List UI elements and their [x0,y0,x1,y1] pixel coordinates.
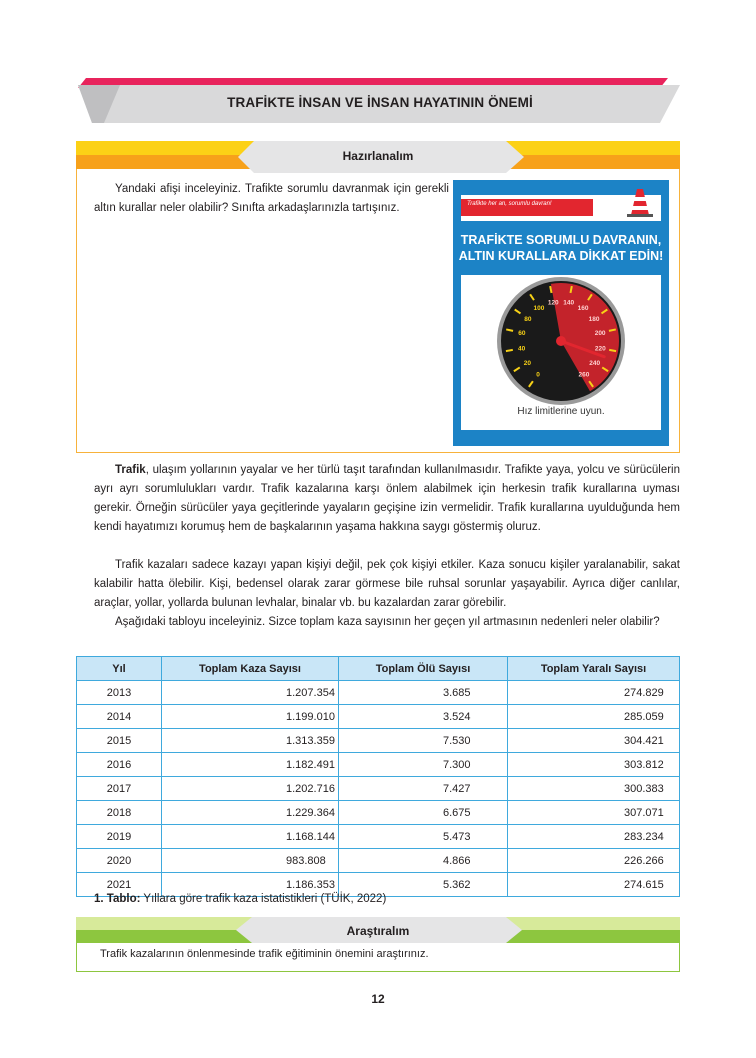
header-year: Yıl [77,657,162,681]
speedometer-tick [506,350,513,351]
cell-accidents: 1.229.364 [162,801,339,825]
prep-text: Yandaki afişi inceleyiniz. Trafikte sorumlu davranmak için gerekli altın kurallar neler olabilir? Sınıfta arkadaşlarınızla tartışınız. [94,183,449,214]
cell-injured: 283.234 [508,825,680,849]
traffic-poster [453,180,669,446]
cell-deaths: 7.530 [339,729,508,753]
cell-accidents: 1.168.144 [162,825,339,849]
cell-accidents: 1.207.354 [162,681,339,705]
cell-accidents: 1.186.353 [162,873,339,897]
speedometer-hub [556,336,566,346]
poster-banner-text: Trafikte her an, sorumlu davran! [467,201,552,207]
header-total-deaths: Toplam Ölü Sayısı [339,657,508,681]
table-row [77,777,680,801]
cell-year: 2015 [77,729,162,753]
cell-injured: 226.266 [508,849,680,873]
speedometer-label: 200 [594,330,606,338]
cell-accidents: 1.182.491 [162,753,339,777]
cell-deaths: 5.362 [339,873,508,897]
cell-injured: 285.059 [508,705,680,729]
cell-year: 2018 [77,801,162,825]
poster-heading-line2: ALTIN KURALLARA DİKKAT EDİN! [458,249,664,263]
cell-injured: 274.615 [508,873,680,897]
cell-year: 2019 [77,825,162,849]
speedometer-tick [506,329,513,330]
table-caption [94,893,386,905]
poster-speedometer-panel [461,275,661,430]
cell-year: 2020 [77,849,162,873]
paragraph-accident-effects [94,556,680,613]
speedometer-label: 240 [589,360,601,368]
paragraph-3-text: Aşağıdaki tabloyu inceleyiniz. Sizce toplam kaza sayısının her geçen yıl artmasının nedenleri neler olabilir? [115,616,660,628]
speedometer-label: 60 [518,330,526,338]
accident-statistics-table [76,656,680,897]
paragraph-traffic-definition [94,461,680,537]
cell-accidents: 1.202.716 [162,777,339,801]
speedometer-label: 80 [524,315,532,323]
cell-deaths: 4.866 [339,849,508,873]
table-header-row [77,657,680,681]
table-row [77,681,680,705]
poster-heading-line1: TRAFİKTE SORUMLU DAVRANIN, [460,233,662,247]
table-caption-text: Yıllara göre trafik kaza istatistikleri (TÜİK, 2022) [140,893,387,905]
cell-deaths: 3.524 [339,705,508,729]
traffic-term: Trafik [115,464,146,476]
table-row [77,729,680,753]
page-number: 12 [371,992,385,1006]
header-total-injured: Toplam Yaralı Sayısı [508,657,680,681]
speedometer-tick [550,286,551,293]
research-text: Trafik kazalarının önlenmesinde trafik eğitiminin önemini araştırınız. [100,948,429,960]
research-label: Araştıralım [346,924,410,938]
speedometer-label: 220 [594,345,606,353]
speedometer-label: 140 [563,299,575,307]
cell-year: 2016 [77,753,162,777]
page-title: TRAFİKTE İNSAN VE İNSAN HAYATININ ÖNEMİ [227,95,533,110]
traffic-cone-icon [623,187,663,217]
cell-injured: 303.812 [508,753,680,777]
cell-deaths: 7.427 [339,777,508,801]
table-row [77,801,680,825]
poster-caption: Hız limitlerine uyun. [517,406,605,417]
table-row [77,825,680,849]
paragraph-2-text: Trafik kazaları sadece kazayı yapan kişiyi değil, pek çok kişiyi etkiler. Kaza sonucu kişiler yaralanabilir, sakat kalabilir hatta ölebilir. Kişi, bedensel olarak zarar görmese bile ruhsal sorunlar yaşayabilir. Ayrıca diğer canlılar, araçlar, yollar, yollarda bulunan levhalar, binalar vb. bu kazalardan zarar görebilir. [94,559,680,609]
speedometer-tick [609,350,616,351]
cell-injured: 307.071 [508,801,680,825]
table-row [77,705,680,729]
poster-heading [453,232,669,264]
paragraph-1-text: , ulaşım yollarının yayalar ve her türlü taşıt tarafından kullanılmasıdır. Trafikte yaya, yolcu ve sürücülerin ayrı ayrı sorumlulukları vardır. Trafik kazalarına karşı önlem alabilmek için herkesin trafik kurallarına uyması gerekir. Örneğin sürücüler yaya geçitlerinde yayaların geçişine izin vermelidir. Trafik kurallarına uyulduğunda hem kendi hayatımızı korumuş hem de başkalarının yaşama hakkına saygı göstermiş oluruz. [94,464,680,533]
speedometer-label: 260 [578,371,590,379]
cell-year: 2013 [77,681,162,705]
cell-injured: 300.383 [508,777,680,801]
table-row [77,849,680,873]
cell-deaths: 5.473 [339,825,508,849]
cell-year: 2017 [77,777,162,801]
cell-deaths: 3.685 [339,681,508,705]
cell-year: 2014 [77,705,162,729]
table-row [77,753,680,777]
speedometer-label: 180 [588,315,600,323]
paragraph-table-question [94,613,680,632]
cell-accidents: 983.808 [162,849,339,873]
speedometer-label: 40 [518,345,526,353]
cell-year: 2021 [77,873,162,897]
cell-injured: 274.829 [508,681,680,705]
speedometer-label: 120 [547,299,559,307]
header-total-accidents: Toplam Kaza Sayısı [162,657,339,681]
table-caption-label: 1. Tablo: [94,893,141,905]
speedometer-label: 160 [577,305,589,313]
speedometer-tick [609,329,616,330]
prep-label: Hazırlanalım [342,149,414,163]
cell-accidents: 1.313.359 [162,729,339,753]
speedometer-tick [570,286,571,293]
cell-deaths: 7.300 [339,753,508,777]
cell-injured: 304.421 [508,729,680,753]
speedometer-label: 0 [536,371,540,379]
speedometer-label: 20 [523,360,531,368]
cell-accidents: 1.199.010 [162,705,339,729]
speedometer-icon [461,275,661,405]
cell-deaths: 6.675 [339,801,508,825]
speedometer-label: 100 [533,305,545,313]
